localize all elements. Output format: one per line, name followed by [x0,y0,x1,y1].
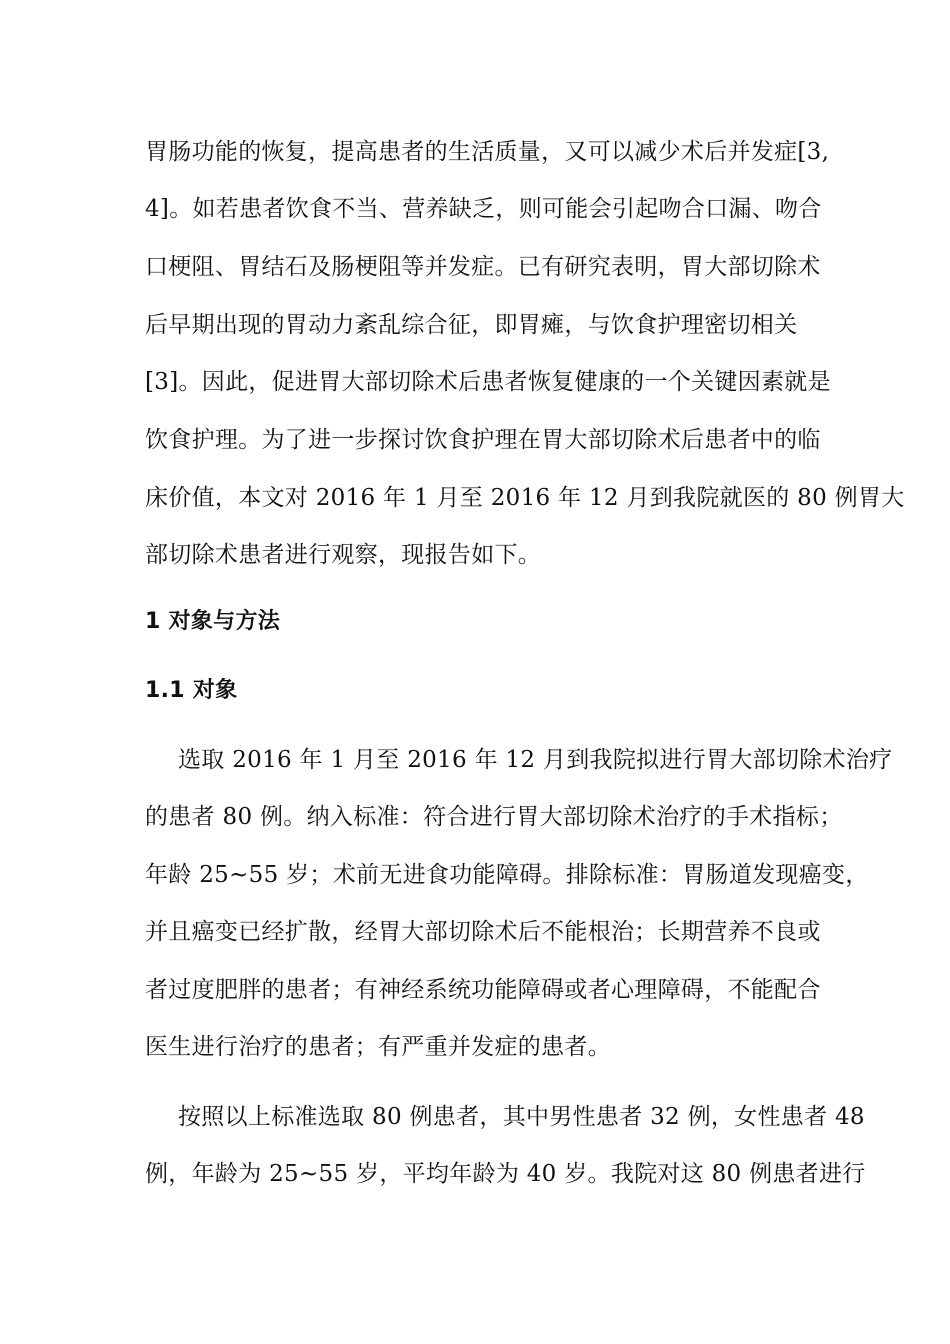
paragraph-line: 床价值，本文对 2016 年 1 月至 2016 年 12 月到我院就医的 80 例胃大 [145,485,905,511]
paragraph-line: 选取 2016 年 1 月至 2016 年 12 月到我院拟进行胃大部切除术治疗 [178,747,893,773]
paragraph-line: 口梗阻、胃结石及肠梗阻等并发症。已有研究表明，胃大部切除术 [145,254,821,280]
paragraph-line: 的患者 80 例。纳入标准：符合进行胃大部切除术治疗的手术指标； [145,804,843,830]
paragraph-line: 按照以上标准选取 80 例患者，其中男性患者 32 例，女性患者 48 [178,1104,865,1130]
paragraph-line: 医生进行治疗的患者；有严重并发症的患者。 [145,1034,611,1060]
paragraph-line: [3]。因此，促进胃大部切除术后患者恢复健康的一个关键因素就是 [145,369,831,395]
subsection-heading: 1.1 对象 [145,678,238,703]
paragraph-line: 例，年龄为 25~55 岁，平均年龄为 40 岁。我院对这 80 例患者进行 [145,1161,866,1187]
section-heading: 1 对象与方法 [145,609,281,634]
paragraph-line: 并且癌变已经扩散，经胃大部切除术后不能根治；长期营养不良或 [145,919,821,945]
paragraph-line: 胃肠功能的恢复，提高患者的生活质量，又可以减少术后并发症[3, [145,139,830,165]
paragraph-line: 年龄 25~55 岁；术前无进食功能障碍。排除标准：胃肠道发现癌变， [145,862,869,888]
paragraph-line: 4]。如若患者饮食不当、营养缺乏，则可能会引起吻合口漏、吻合 [145,196,822,222]
paragraph-line: 部切除术患者进行观察，现报告如下。 [145,542,542,568]
paragraph-line: 后早期出现的胃动力紊乱综合征，即胃瘫，与饮食护理密切相关 [145,312,798,338]
paragraph-line: 饮食护理。为了进一步探讨饮食护理在胃大部切除术后患者中的临 [145,427,821,453]
paragraph-line: 者过度肥胖的患者；有神经系统功能障碍或者心理障碍，不能配合 [145,977,821,1003]
